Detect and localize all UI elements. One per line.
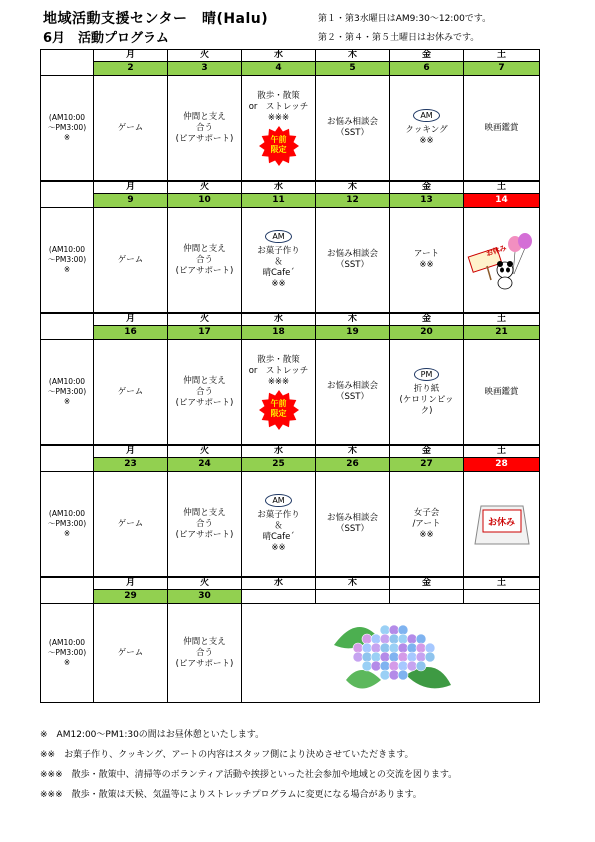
morning-only-badge [259, 390, 299, 430]
day-of-week: 月 [94, 313, 168, 326]
opening-hours-line: ～PM3:00) [47, 255, 87, 264]
tuesday-text [168, 244, 241, 277]
opening-hours-line: ～PM3:00) [47, 123, 87, 132]
date-cell: 11 [242, 194, 316, 208]
date-cell: 28 [464, 458, 540, 472]
day-of-week: 土 [464, 313, 540, 326]
friday-text-line: ※※ [419, 136, 434, 146]
date-cell: 9 [94, 194, 168, 208]
day-of-week: 水 [242, 577, 316, 590]
thursday-text [316, 249, 389, 271]
page-title: 地域活動支援センター 晴(Halu) [43, 11, 269, 27]
tuesday-text [168, 508, 241, 541]
badge-text: 午前 限定 [270, 398, 287, 418]
opening-hours-line: ※ [63, 133, 71, 142]
tuesday-text-line: 仲間と支え [183, 636, 226, 647]
wednesday-text-line: ＆ [274, 521, 283, 531]
thursday-text-line: （SST） [336, 128, 369, 138]
day-of-week: 火 [168, 181, 242, 194]
hydrangea-illustration [242, 605, 539, 701]
thursday-activity [316, 76, 390, 182]
day-of-week: 金 [390, 313, 464, 326]
thursday-text-line: お悩み相談会 [326, 381, 378, 391]
hours-cell [41, 604, 94, 703]
day-of-week: 土 [464, 50, 540, 62]
friday-text-line: 女子会 [413, 507, 440, 518]
wednesday-activity [242, 340, 316, 446]
opening-hours-line: ※ [63, 397, 71, 406]
date-cell: 16 [94, 326, 168, 340]
friday-text-line: クッキング [405, 125, 448, 135]
wednesday-text-line: ※※ [271, 543, 286, 553]
friday-activity [390, 340, 464, 446]
monday-activity: ゲーム [94, 604, 168, 703]
thursday-text-line: お悩み相談会 [326, 117, 378, 127]
date-cell: 20 [390, 326, 464, 340]
day-of-week: 金 [390, 50, 464, 62]
thursday-text-line: （SST） [336, 524, 369, 534]
opening-hours-line: ※ [63, 529, 71, 538]
tuesday-text-line: 合う [195, 386, 213, 397]
date-cell: 10 [168, 194, 242, 208]
opening-hours-line: ～PM3:00) [47, 387, 87, 396]
closed-sign-illustration [464, 230, 539, 290]
date-cell: 23 [94, 458, 168, 472]
tuesday-text-line: (ピアサポート) [175, 265, 234, 276]
day-of-week: 金 [390, 445, 464, 458]
date-cell: 25 [242, 458, 316, 472]
wednesday-text-line: ＆ [274, 257, 283, 267]
wednesday-text [242, 510, 315, 554]
day-of-week: 水 [242, 181, 316, 194]
date-cell: 19 [316, 326, 390, 340]
date-cell [464, 590, 540, 604]
day-of-week: 水 [242, 313, 316, 326]
week-corner [41, 445, 94, 472]
footer-note: ※ AM12:00～PM1:30の間はお昼休憩といたします。 [40, 730, 265, 740]
wednesday-text-line: お菓子作り [257, 510, 300, 520]
date-cell: 3 [168, 62, 242, 76]
day-of-week: 木 [316, 313, 390, 326]
wednesday-text-line: お菓子作り [257, 246, 300, 256]
date-cell: 14 [464, 194, 540, 208]
day-of-week: 土 [464, 181, 540, 194]
closed-sign-illustration [464, 500, 539, 548]
date-cell [390, 590, 464, 604]
day-of-week: 火 [168, 577, 242, 590]
friday-text-line: /アート [412, 518, 441, 529]
opening-hours-line: (AM10:00 [48, 377, 86, 386]
date-cell: 17 [168, 326, 242, 340]
day-of-week: 木 [316, 577, 390, 590]
saturday-activity: 映画鑑賞 [464, 76, 540, 182]
day-of-week: 木 [316, 445, 390, 458]
time-tag: AM [265, 230, 291, 243]
day-of-week: 月 [94, 445, 168, 458]
thursday-text-line: お悩み相談会 [326, 513, 378, 523]
wednesday-text-line: ※※ [271, 279, 286, 289]
wednesday-text-line: or ストレッチ [248, 101, 309, 112]
badge-text: 午前 限定 [270, 134, 287, 154]
tuesday-text [168, 637, 241, 670]
date-cell: 24 [168, 458, 242, 472]
opening-hours [41, 377, 93, 407]
day-of-week: 木 [316, 181, 390, 194]
opening-hours [41, 638, 93, 668]
tuesday-activity [168, 76, 242, 182]
date-cell: 12 [316, 194, 390, 208]
schedule-note-1: 第１・第3水曜日はAM9:30～12:00です。 [318, 14, 492, 24]
monday-activity: ゲーム [94, 340, 168, 446]
morning-only-badge [259, 126, 299, 166]
footer-note: ※※※ 散歩・散策中、清掃等のボランティア活動や挨拶といった社会参加や地域との交流を図ります。 [40, 770, 458, 780]
date-cell: 30 [168, 590, 242, 604]
tuesday-text-line: 仲間と支え [183, 111, 226, 122]
thursday-text-line: （SST） [336, 260, 369, 270]
date-cell: 27 [390, 458, 464, 472]
day-of-week: 月 [94, 577, 168, 590]
date-cell: 13 [390, 194, 464, 208]
opening-hours-line: (AM10:00 [48, 509, 86, 518]
tuesday-text-line: (ピアサポート) [175, 133, 234, 144]
opening-hours-line: (AM10:00 [48, 113, 86, 122]
thursday-text [316, 513, 389, 535]
wednesday-activity [242, 76, 316, 182]
date-cell: 6 [390, 62, 464, 76]
thursday-text-line: お悩み相談会 [326, 249, 378, 259]
tuesday-text-line: 合う [195, 122, 213, 133]
friday-text [390, 508, 463, 541]
tuesday-text-line: (ピアサポート) [175, 529, 234, 540]
tuesday-activity [168, 472, 242, 578]
friday-activity [390, 472, 464, 578]
thursday-text-line: （SST） [336, 392, 369, 402]
day-of-week: 木 [316, 50, 390, 62]
hours-cell [41, 472, 94, 578]
time-tag: PM [414, 368, 440, 381]
week-corner [41, 50, 94, 76]
friday-text [390, 125, 463, 147]
monday-activity: ゲーム [94, 76, 168, 182]
friday-text-line: 折り紙 [413, 383, 440, 394]
wednesday-text-line: 晴Cafe´ [262, 268, 295, 278]
week-corner [41, 313, 94, 340]
thursday-activity [316, 208, 390, 314]
tuesday-text-line: 合う [195, 254, 213, 265]
wednesday-activity [242, 472, 316, 578]
sign-text: お休み [487, 518, 515, 528]
friday-activity [390, 208, 464, 314]
tuesday-text [168, 376, 241, 409]
tuesday-text-line: 仲間と支え [183, 375, 226, 386]
tuesday-activity [168, 208, 242, 314]
opening-hours [41, 245, 93, 275]
day-of-week: 火 [168, 313, 242, 326]
opening-hours-line: ～PM3:00) [47, 519, 87, 528]
date-cell: 5 [316, 62, 390, 76]
saturday-activity: 映画鑑賞 [464, 340, 540, 446]
wednesday-text-line: 散歩・散策 [257, 354, 300, 365]
wednesday-activity [242, 208, 316, 314]
date-cell: 4 [242, 62, 316, 76]
day-of-week: 水 [242, 445, 316, 458]
opening-hours-line: ※ [63, 265, 71, 274]
day-of-week: 火 [168, 50, 242, 62]
opening-hours-line: ～PM3:00) [47, 648, 87, 657]
thursday-activity [316, 340, 390, 446]
hours-cell [41, 76, 94, 182]
day-of-week: 土 [464, 445, 540, 458]
hours-cell [41, 340, 94, 446]
monday-activity: ゲーム [94, 208, 168, 314]
tuesday-text-line: 仲間と支え [183, 243, 226, 254]
day-of-week: 月 [94, 50, 168, 62]
wednesday-text [242, 355, 315, 388]
footer-note: ※※ お菓子作り、クッキング、アートの内容はスタッフ側により決めさせていただきます。 [40, 750, 414, 760]
tuesday-activity [168, 604, 242, 703]
wednesday-text-line: or ストレッチ [248, 365, 309, 376]
time-tag: AM [413, 109, 439, 122]
thursday-activity [316, 472, 390, 578]
wednesday-text-line: 散歩・散策 [257, 90, 300, 101]
tuesday-text [168, 112, 241, 145]
wednesday-text-line: 晴Cafe´ [262, 532, 295, 542]
day-of-week: 金 [390, 577, 464, 590]
friday-text-line: ク) [420, 405, 433, 416]
friday-text [390, 249, 463, 271]
friday-text-line: ※※ [419, 260, 434, 270]
opening-hours-line: ※ [63, 658, 71, 667]
date-cell: 7 [464, 62, 540, 76]
footer-note: ※※※ 散歩・散策は天候、気温等によりストレッチプログラムに変更になる場合があります。 [40, 790, 422, 800]
opening-hours-line: (AM10:00 [48, 245, 86, 254]
program-calendar [40, 49, 540, 703]
saturday-activity [464, 208, 540, 314]
sign-text: お休み [485, 243, 508, 259]
wednesday-text-line: ※※※ [267, 112, 290, 123]
friday-text-line: アート [413, 249, 440, 259]
tuesday-activity [168, 340, 242, 446]
day-of-week: 土 [464, 577, 540, 590]
friday-text-line: (ケロリンピッ [399, 394, 454, 405]
tuesday-text-line: 合う [195, 647, 213, 658]
date-cell: 21 [464, 326, 540, 340]
tuesday-text-line: 合う [195, 518, 213, 529]
date-cell: 2 [94, 62, 168, 76]
hours-cell [41, 208, 94, 314]
thursday-text [316, 117, 389, 139]
wednesday-text [242, 91, 315, 124]
opening-hours [41, 113, 93, 143]
date-cell: 29 [94, 590, 168, 604]
week-corner [41, 181, 94, 208]
day-of-week: 水 [242, 50, 316, 62]
opening-hours [41, 509, 93, 539]
date-cell: 26 [316, 458, 390, 472]
date-cell: 18 [242, 326, 316, 340]
saturday-activity [464, 472, 540, 578]
week-corner [41, 577, 94, 604]
month-title: 6月 活動プログラム [43, 31, 169, 46]
opening-hours-line: (AM10:00 [48, 638, 86, 647]
friday-text [390, 384, 463, 417]
tuesday-text-line: (ピアサポート) [175, 397, 234, 408]
time-tag: AM [265, 494, 291, 507]
tuesday-text-line: 仲間と支え [183, 507, 226, 518]
illustration-cell [242, 604, 540, 703]
tuesday-text-line: (ピアサポート) [175, 658, 234, 669]
wednesday-text [242, 246, 315, 290]
wednesday-text-line: ※※※ [267, 376, 290, 387]
friday-text-line: ※※ [419, 529, 434, 540]
date-cell [242, 590, 316, 604]
day-of-week: 金 [390, 181, 464, 194]
day-of-week: 火 [168, 445, 242, 458]
thursday-text [316, 381, 389, 403]
date-cell [316, 590, 390, 604]
monday-activity: ゲーム [94, 472, 168, 578]
day-of-week: 月 [94, 181, 168, 194]
friday-activity [390, 76, 464, 182]
schedule-note-2: 第２・第４・第５土曜日はお休みです。 [318, 33, 480, 43]
